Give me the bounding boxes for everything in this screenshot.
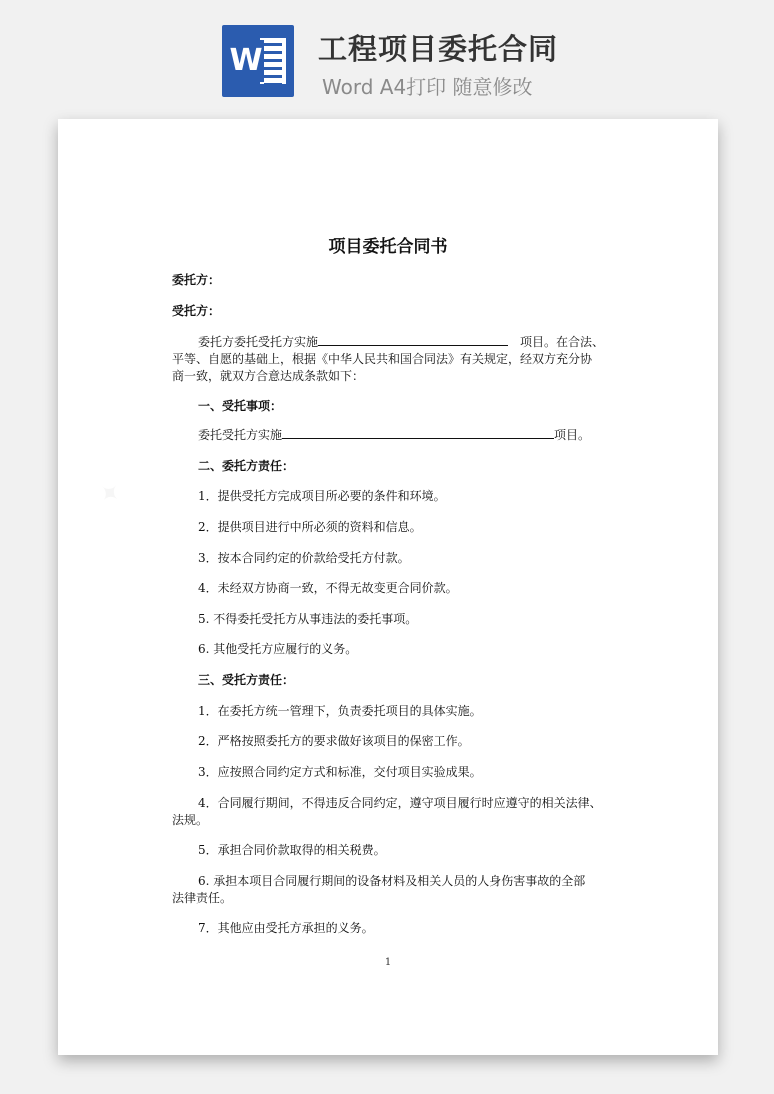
section3-item: 5．承担合同价款取得的相关税费。 <box>198 843 386 857</box>
project-blank-line-2 <box>282 427 554 439</box>
section3-item: 1．在委托方统一管理下，负责委托项目的具体实施。 <box>198 704 482 718</box>
document-page <box>58 119 718 1055</box>
project-blank-line <box>318 334 508 346</box>
section2-item: 1．提供受托方完成项目所必要的条件和环境。 <box>198 489 446 503</box>
header-title: 工程项目委托合同 <box>318 32 559 66</box>
section3-item: 7．其他应由受托方承担的义务。 <box>198 921 374 935</box>
section2-item: 2．提供项目进行中所必须的资料和信息。 <box>198 520 422 534</box>
header-subtitle: Word A4打印 随意修改 <box>322 75 533 99</box>
intro-line-2: 平等、自愿的基础上，根据《中华人民共和国合同法》有关规定，经双方充分协 <box>172 352 593 366</box>
section3-item: 6. 承担本项目合同履行期间的设备材料及相关人员的人身伤害事故的全部 <box>198 874 586 888</box>
intro-line-1 <box>198 334 604 350</box>
section3-item: 2．严格按照委托方的要求做好该项目的保密工作。 <box>198 734 470 748</box>
section2-item: 3．按本合同约定的价款给受托方付款。 <box>198 551 410 565</box>
intro-line-3: 商一致，就双方合意达成条款如下： <box>172 369 365 383</box>
intro-line-1-end: 项目。在合法、 <box>520 335 605 349</box>
section3-item: 3．应按照合同约定方式和标准，交付项目实验成果。 <box>198 765 482 779</box>
page-number: 1 <box>384 957 392 968</box>
section1-line <box>198 427 590 443</box>
section1-line-end: 项目。 <box>554 428 591 442</box>
watermark <box>91 476 127 513</box>
section3-item: 4．合同履行期间，不得违反合同约定，遵守项目履行时应遵守的相关法律、 <box>198 796 602 810</box>
section2-item: 5. 不得委托受托方从事违法的委托事项。 <box>198 612 418 626</box>
section1-heading: 一、受托事项： <box>198 399 283 413</box>
section1-line-start: 委托受托方实施 <box>198 428 283 442</box>
principal-label: 委托方： <box>172 273 221 287</box>
header-banner <box>0 0 774 118</box>
intro-line-1-start: 委托方委托受托方实施 <box>198 335 319 349</box>
section3-item-continued: 法律责任。 <box>172 891 233 905</box>
section2-heading: 二、委托方责任： <box>198 459 295 473</box>
word-icon <box>222 25 294 97</box>
section2-item: 4．未经双方协商一致，不得无故变更合同价款。 <box>198 581 458 595</box>
agent-label: 受托方： <box>172 304 221 318</box>
section3-item-continued: 法规。 <box>172 813 209 827</box>
document-title: 项目委托合同书 <box>328 237 448 257</box>
section2-item: 6. 其他受托方应履行的义务。 <box>198 642 358 656</box>
word-letter: W <box>228 40 264 82</box>
section3-heading: 三、受托方责任： <box>198 673 295 687</box>
